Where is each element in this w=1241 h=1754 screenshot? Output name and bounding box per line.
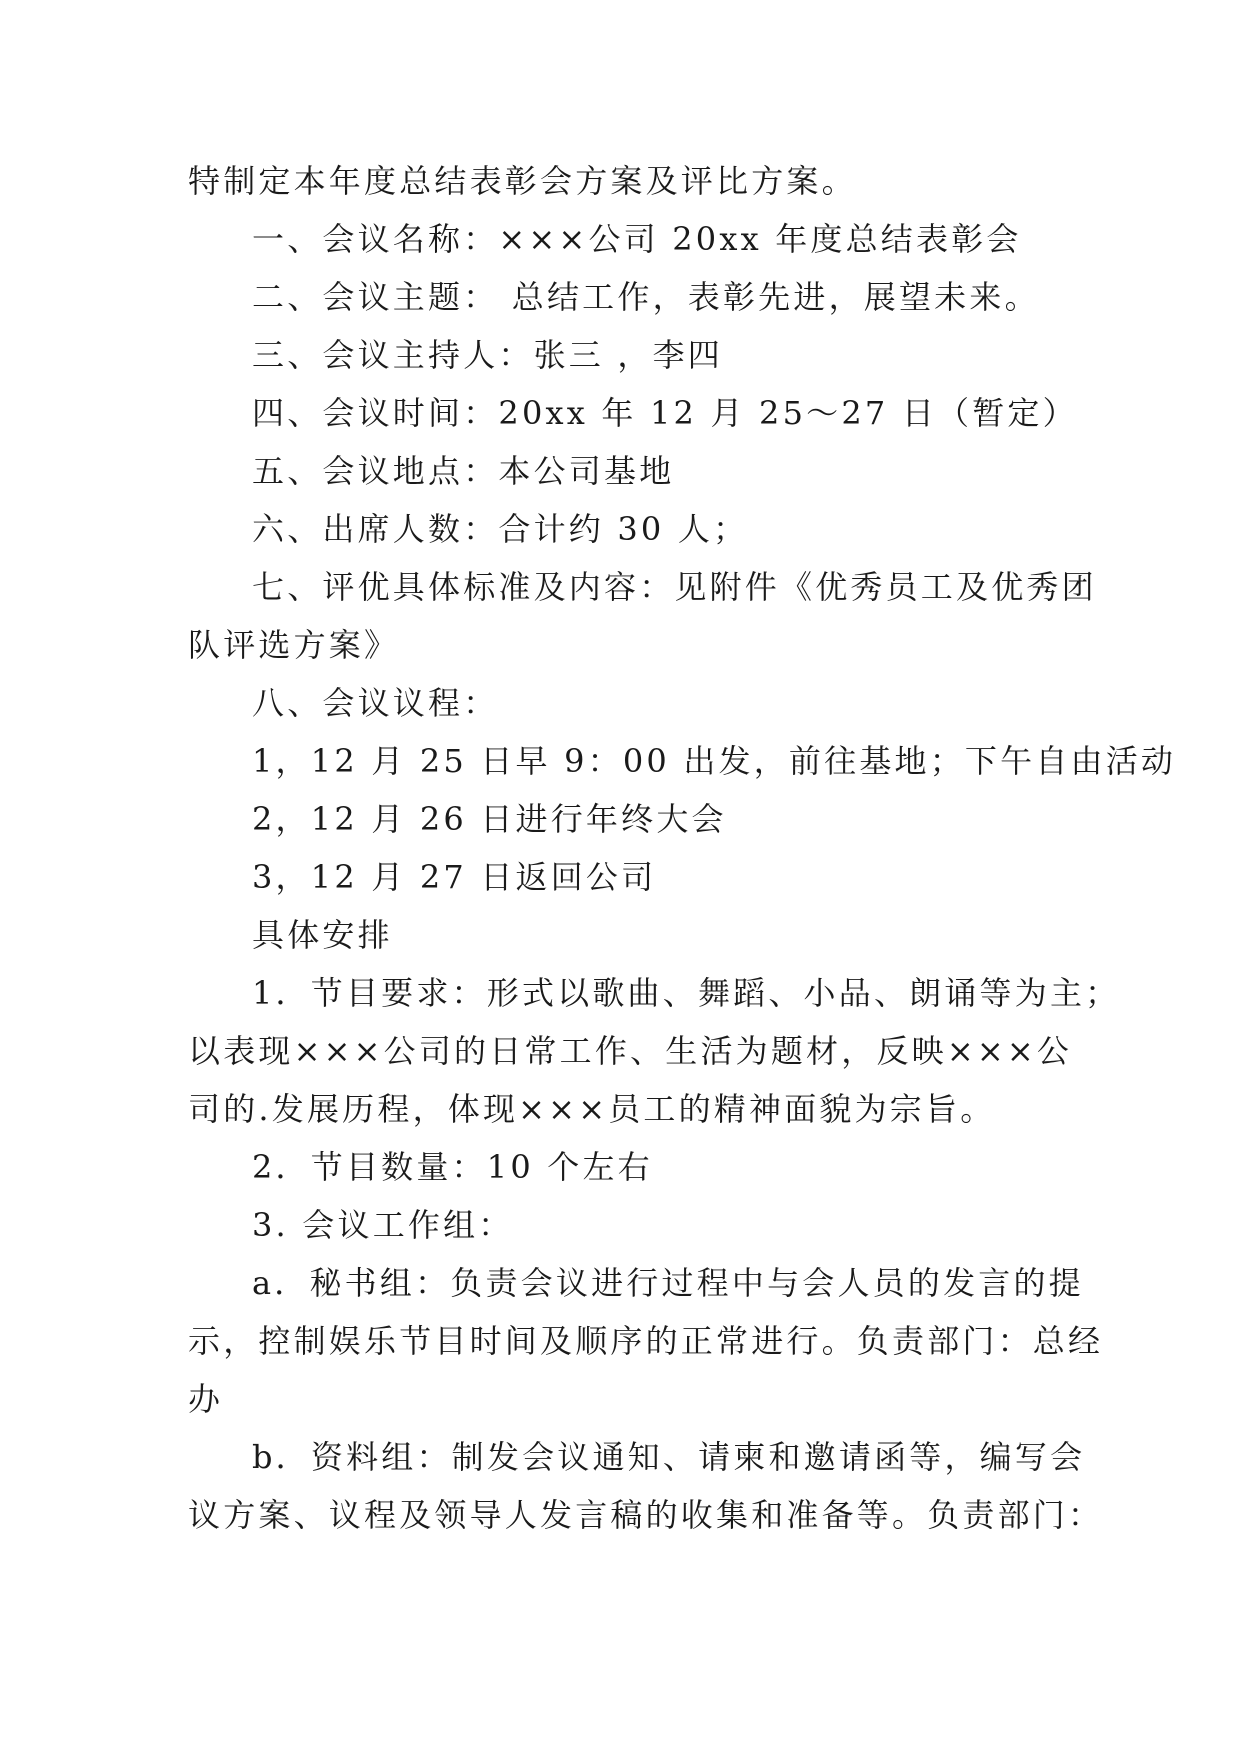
attendance-count: 六、出席人数：合计约 30 人； bbox=[252, 510, 749, 548]
document-body bbox=[188, 152, 1177, 1544]
agenda-item-2: 2，12 月 26 日进行年终大会 bbox=[252, 800, 727, 838]
agenda-item-1: 1，12 月 25 日早 9：00 出发，前往基地；下午自由活动 bbox=[252, 742, 1177, 780]
agenda-item-3: 3，12 月 27 日返回公司 bbox=[252, 858, 657, 896]
secretary-group-cont: 办 bbox=[188, 1380, 224, 1418]
evaluation-criteria: 七、评优具体标准及内容：见附件《优秀员工及优秀团 bbox=[252, 568, 1097, 606]
program-requirements-cont: 司的.发展历程，体现×××员工的精神面貌为宗旨。 bbox=[188, 1090, 996, 1128]
materials-group-cont: 议方案、议程及领导人发言稿的收集和准备等。负责部门： bbox=[188, 1496, 1104, 1534]
working-groups-heading: 3. 会议工作组： bbox=[252, 1206, 514, 1244]
secretary-group-cont: 示，控制娱乐节目时间及顺序的正常进行。负责部门：总经 bbox=[188, 1322, 1104, 1360]
meeting-hosts: 三、会议主持人：张三 ，李四 bbox=[252, 336, 723, 374]
arrangement-heading: 具体安排 bbox=[252, 916, 393, 954]
intro-line: 特制定本年度总结表彰会方案及评比方案。 bbox=[188, 162, 857, 200]
meeting-name: 一、会议名称：×××公司 20xx 年度总结表彰会 bbox=[252, 220, 1022, 258]
program-count: 2．节目数量：10 个左右 bbox=[252, 1148, 653, 1186]
secretary-group: a．秘书组：负责会议进行过程中与会人员的发言的提 bbox=[252, 1264, 1084, 1302]
agenda-heading: 八、会议议程： bbox=[252, 684, 499, 722]
meeting-time: 四、会议时间：20xx 年 12 月 25～27 日（暂定） bbox=[252, 394, 1078, 432]
meeting-location: 五、会议地点：本公司基地 bbox=[252, 452, 675, 490]
materials-group: b．资料组：制发会议通知、请柬和邀请函等，编写会 bbox=[252, 1438, 1086, 1476]
evaluation-criteria-cont: 队评选方案》 bbox=[188, 626, 400, 664]
program-requirements-cont: 以表现×××公司的日常工作、生活为题材，反映×××公 bbox=[188, 1032, 1073, 1070]
program-requirements: 1．节目要求：形式以歌曲、舞蹈、小品、朗诵等为主； bbox=[252, 974, 1121, 1012]
meeting-theme: 二、会议主题： 总结工作，表彰先进，展望未来。 bbox=[252, 278, 1040, 316]
